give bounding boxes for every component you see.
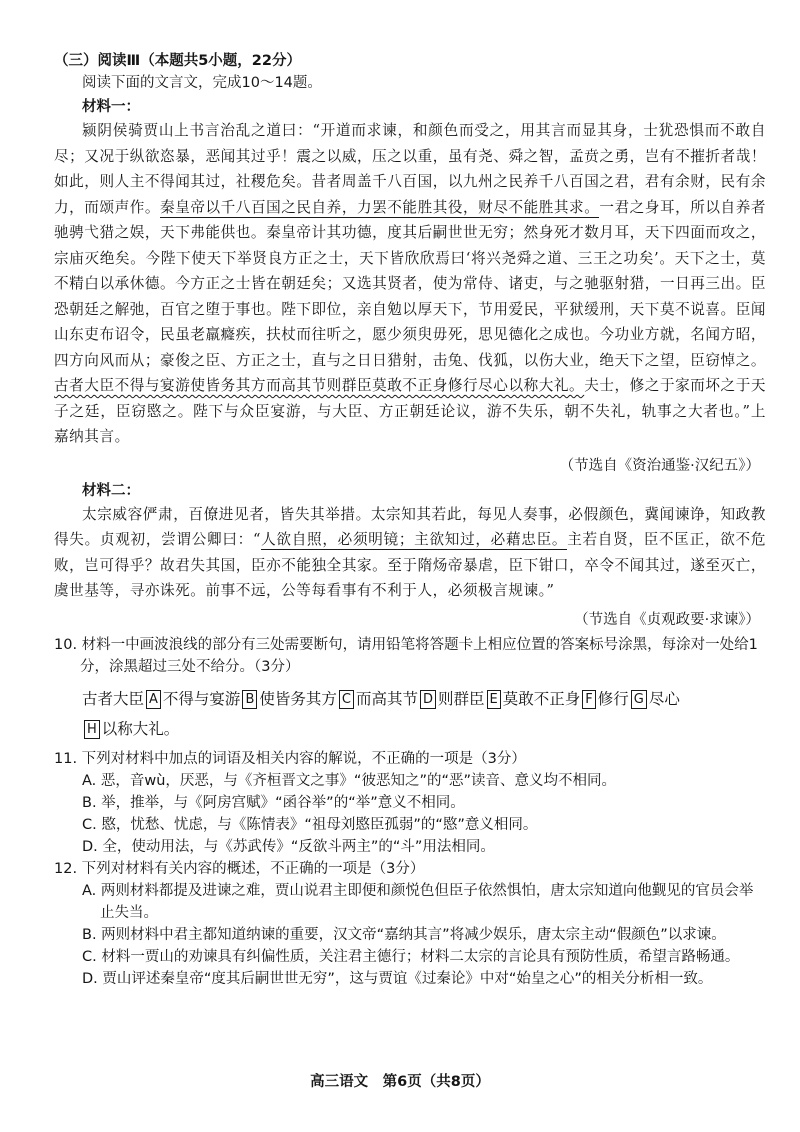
material2-text-1: 太宗威容俨肃，百僚进见者，皆失其举措。太宗知其若此，每见人奏事，必假颜色，冀闻谏诤，知政教得失。贞观初，尝谓公卿曰：“ (54, 505, 766, 548)
q11-option-b[interactable]: B. 举，推举，与《阿房宫赋》“函谷举”的“举”意义不相同。 (82, 794, 465, 811)
q11-stem: 11. 下列对材料中加点的词语及相关内容的解说，不正确的一项是（3分） (54, 750, 526, 767)
q10-box-b[interactable]: B (242, 690, 257, 709)
q10-box-f[interactable]: F (582, 690, 595, 709)
q10-segment: 古者大臣 (82, 689, 145, 708)
material1-underlined: 秦皇帝以千八百国之民自养，力罢不能胜其役，财尽不能胜其求。 (160, 198, 600, 216)
q11-option-a[interactable]: A. 恶，音wù，厌恶，与《齐桓晋文之事》“彼恶知之”的“恶”读音、意义均不相同。 (82, 772, 616, 789)
page-footer: 高三语文 第6页（共8页） (310, 1074, 490, 1090)
material2-text-2: 主若自贤，臣不匡正，欲不危败，岂可得乎？故君失其国，臣亦不能独全其家。至于隋炀帝暴虐，臣下钳口，卒令不闻其过，遂至灭亡，虞世基等，寻亦诛死。前事不远，公等每看事有不利于人，必须极言规谏。” (54, 531, 766, 599)
q10-segment: 尽心 (648, 689, 680, 708)
material2-underlined: 人欲自照，必须明镜；主欲知过，必藉忠臣。 (260, 531, 568, 548)
material1-passage (54, 118, 766, 450)
q11-option-d[interactable]: D. 全，使动用法，与《苏武传》“反欲斗两主”的“斗”用法相同。 (82, 838, 495, 855)
q12-stem: 12. 下列对材料有关内容的概述，不正确的一项是（3分） (54, 860, 425, 877)
q12-option-a[interactable]: A. 两则材料都提及进谏之难，贾山说君主即便和颜悦色但臣子依然惧怕，唐太宗知道向他觐见的官员会举止失当。 (82, 882, 754, 921)
q10-box-d[interactable]: D (420, 690, 436, 709)
material1-text-3: 夫士，修之于家而坏之于天子之廷，臣窃愍之。陛下与众臣宴游，与大臣、方正朝廷论议，游不失乐，朝不失礼，轨事之大者也。”上嘉纳其言。 (54, 377, 766, 445)
q11-option-c[interactable]: C. 愍，忧愁、忧虑，与《陈情表》“祖母刘愍臣孤弱”的“愍”意义相同。 (82, 816, 538, 833)
q10-segment: 不得与宴游 (162, 689, 241, 708)
q10-segment: 以称大礼。 (101, 719, 180, 738)
q10-box-a[interactable]: A (146, 690, 161, 709)
material1-text-2: 一君之身耳，所以自养者驰骋弋猎之娱，天下弗能供也。秦皇帝计其功德，度其后嗣世世无穷；然身死才数月耳，天下四面而攻之，宗庙灭绝矣。今陛下使天下举贤良方正之士，天下皆欣欣焉曰‘将兴尧舜之道、三王之功矣’。天下之士，莫不精白以承休德。今方正之士皆在朝廷矣；又选其贤者，使为常侍、诸吏，与之驰驱射猎，一日再三出。臣恐朝廷之解弛，百官之堕于事也。陛下即位，亲自勉以厚天下，节用爱民，平狱缓刑，天下莫不说喜。臣闻山东吏布诏令，民虽老羸癃疾，扶杖而往听之，愿少须臾毋死，思见德化之成也。今功业方就，名闻方昭，四方向风而从；豪俊之臣、方正之士，直与之日日猎射，击兔、伐狐，以伤大业，绝天下之望，臣窃悼之。 (54, 198, 766, 369)
q10-box-h[interactable]: H (84, 720, 100, 739)
q10-box-e[interactable]: E (487, 690, 501, 709)
q10-box-g[interactable]: G (631, 690, 647, 709)
material2-passage (54, 502, 766, 604)
q12-option-b[interactable]: B. 两则材料中君主都知道纳谏的重要，汉文帝“嘉纳其言”将减少娱乐，唐太宗主动“假颜色”以求谏。 (82, 926, 726, 943)
q10-stem: 10. 材料一中画波浪线的部分有三处需要断句，请用铅笔将答题卡上相应位置的答案标号涂黑，每涂对一处给1分，涂黑超过三处不给分。（3分） (54, 636, 758, 675)
q10-segment: 修行 (597, 689, 629, 708)
q10-sentence (54, 684, 766, 744)
q12-option-d[interactable]: D. 贾山评述秦皇帝“度其后嗣世世无穷”，这与贾谊《过秦论》中对“始皇之心”的相关分析相一致。 (82, 970, 713, 987)
q10-segment: 则群臣 (437, 689, 485, 708)
q12-option-c[interactable]: C. 材料一贾山的劝谏具有纠偏性质，关注君主德行；材料二太宗的言论具有预防性质，希望言路畅通。 (82, 948, 740, 965)
q10-segment: 使皆务其方 (259, 689, 337, 708)
material1-text-1: 颍阴侯骑贾山上书言治乱之道曰：“开道而求谏，和颜色而受之，用其言而显其身，士犹恐惧而不敢自尽；又况于纵欲恣暴，恶闻其过乎！震之以威，压之以重，虽有尧、舜之智，孟贲之勇，岂有不摧折者哉！如此，则人主不得闻其过，社稷危矣。昔者周盖千八百国，以九州之民养千八百国之君，君有余财，民有余力，而颂声作。 (54, 122, 766, 216)
q10-box-c[interactable]: C (339, 690, 354, 709)
material1-source: （节选自《资治通鉴·汉纪五》） (559, 457, 760, 474)
q10-segment: 而高其节 (355, 689, 418, 708)
q10-segment: 莫敢不正身 (502, 689, 581, 708)
section-instruction: 阅读下面的文言文，完成10～14题。 (82, 75, 322, 91)
material2-label: 材料二： (82, 482, 140, 499)
material1-wavy-line: 古者大臣不得与宴游使皆务其方而高其节则群臣莫敢不正身修行尽心以称大礼。 (54, 377, 585, 394)
material1-label: 材料一： (82, 99, 140, 115)
material2-source: （节选自《贞观政要·求谏》） (574, 611, 760, 628)
section-title: （三）阅读Ⅲ（本题共5小题，22分） (54, 53, 301, 69)
